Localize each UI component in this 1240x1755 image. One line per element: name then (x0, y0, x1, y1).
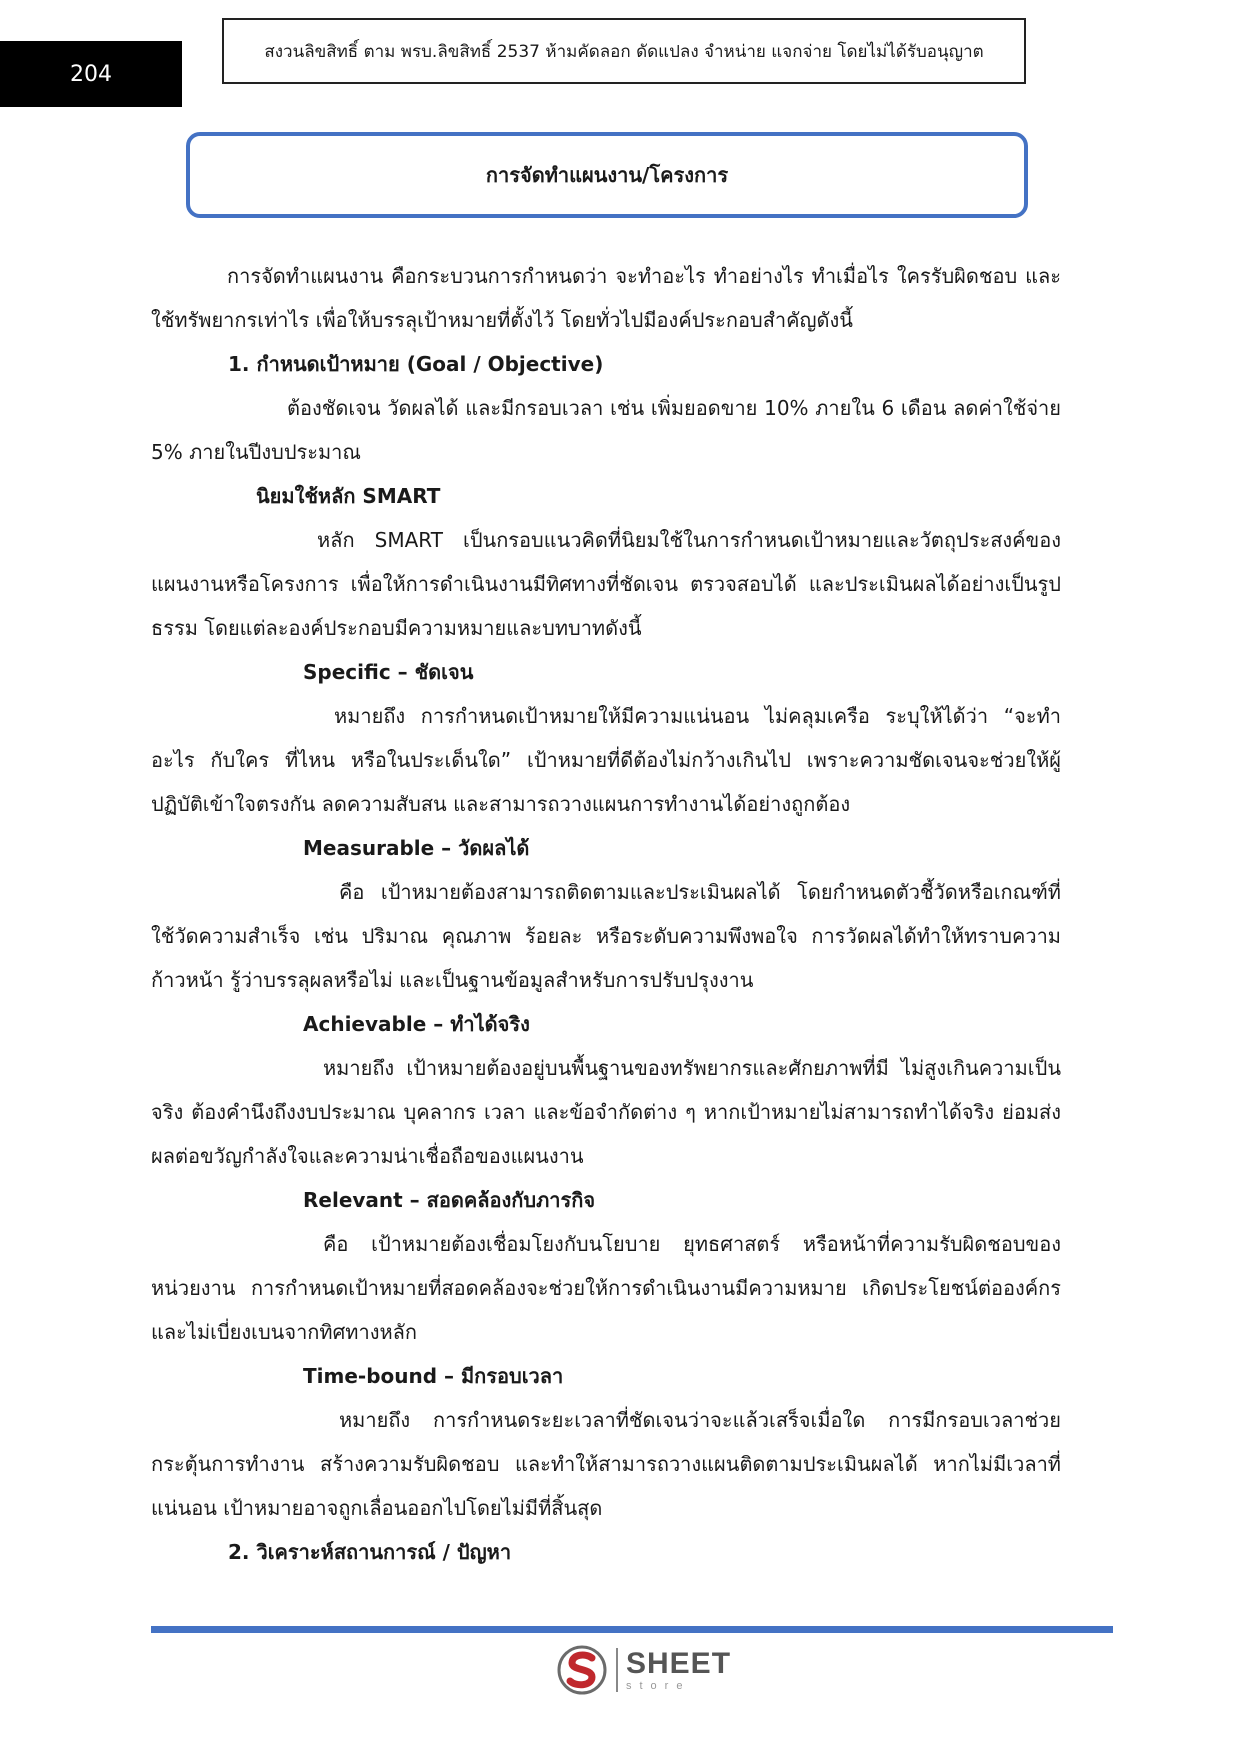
sheet-logo-icon (556, 1644, 608, 1696)
logo-word: SHEET (626, 1646, 732, 1680)
section-2-heading: 2. วิเคราะห์สถานการณ์ / ปัญหา (228, 1540, 512, 1564)
relevant-paragraph: คือ เป้าหมายต้องเชื่อมโยงกับนโยบาย ยุทธศาสตร์ หรือหน้าที่ความรับผิดชอบของหน่วยงาน การกำหนดเป้าหมายที่สอดคล้องจะช่วยให้การดำเนินงานมีความหมาย เกิดประโยชน์ต่อองค์กร และไม่เบี่ยงเบนจากทิศทางหลัก (151, 1232, 1061, 1344)
measurable-heading: Measurable – วัดผลได้ (303, 836, 530, 860)
logo-subword: store (626, 1679, 691, 1692)
page-number-box (0, 41, 182, 107)
section-1-heading: 1. กำหนดเป้าหมาย (Goal / Objective) (228, 352, 604, 376)
page-number: 204 (70, 61, 112, 87)
timebound-heading: Time-bound – มีกรอบเวลา (303, 1364, 564, 1388)
logo-separator (616, 1648, 618, 1692)
copyright-notice: สงวนลิขสิทธิ์ ตาม พรบ.ลิขสิทธิ์ 2537 ห้ามคัดลอก ดัดแปลง จำหน่าย แจกจ่าย โดยไม่ได้รับอนุญาต (222, 18, 1026, 84)
sheet-store-logo (556, 1642, 736, 1698)
timebound-paragraph: หมายถึง การกำหนดระยะเวลาที่ชัดเจนว่าจะแล้วเสร็จเมื่อใด การมีกรอบเวลาช่วยกระตุ้นการทำงาน สร้างความรับผิดชอบ และทำให้สามารถวางแผนติดตามประเมินผลได้ หากไม่มีเวลาที่แน่นอน เป้าหมายอาจถูกเลื่อนออกไปโดยไม่มีที่สิ้นสุด (151, 1408, 1061, 1520)
intro-paragraph: การจัดทำแผนงาน คือกระบวนการกำหนดว่า จะทำอะไร ทำอย่างไร ทำเมื่อไร ใครรับผิดชอบ และใช้ทรัพยากรเท่าไร เพื่อให้บรรลุเป้าหมายที่ตั้งไว้ โดยทั่วไปมีองค์ประกอบสำคัญดังนี้ (151, 264, 1061, 332)
achievable-heading: Achievable – ทำได้จริง (303, 1012, 530, 1036)
specific-paragraph: หมายถึง การกำหนดเป้าหมายให้มีความแน่นอน ไม่คลุมเครือ ระบุให้ได้ว่า “จะทำอะไร กับใคร ที่ไหน หรือในประเด็นใด” เป้าหมายที่ดีต้องไม่กว้างเกินไป เพราะความชัดเจนจะช่วยให้ผู้ปฏิบัติเข้าใจตรงกัน ลดความสับสน และสามารถวางแผนการทำงานได้อย่างถูกต้อง (151, 704, 1061, 816)
relevant-heading: Relevant – สอดคล้องกับภารกิจ (303, 1188, 596, 1212)
logo-text (626, 1646, 732, 1692)
document-body (151, 254, 1061, 1574)
specific-heading: Specific – ชัดเจน (303, 660, 474, 684)
page-title: การจัดทำแผนงาน/โครงการ (186, 132, 1028, 218)
measurable-paragraph: คือ เป้าหมายต้องสามารถติดตามและประเมินผลได้ โดยกำหนดตัวชี้วัดหรือเกณฑ์ที่ใช้วัดความสำเร็จ เช่น ปริมาณ คุณภาพ ร้อยละ หรือระดับความพึงพอใจ การวัดผลได้ทำให้ทราบความก้าวหน้า รู้ว่าบรรลุผลหรือไม่ และเป็นฐานข้อมูลสำหรับการปรับปรุงงาน (151, 880, 1061, 992)
achievable-paragraph: หมายถึง เป้าหมายต้องอยู่บนพื้นฐานของทรัพยากรและศักยภาพที่มี ไม่สูงเกินความเป็นจริง ต้องคำนึงถึงงบประมาณ บุคลากร เวลา และข้อจำกัดต่าง ๆ หากเป้าหมายไม่สามารถทำได้จริง ย่อมส่งผลต่อขวัญกำลังใจและความน่าเชื่อถือของแผนงาน (151, 1056, 1061, 1168)
smart-paragraph: หลัก SMART เป็นกรอบแนวคิดที่นิยมใช้ในการกำหนดเป้าหมายและวัตถุประสงค์ของแผนงานหรือโครงการ เพื่อให้การดำเนินงานมีทิศทางที่ชัดเจน ตรวจสอบได้ และประเมินผลได้อย่างเป็นรูปธรรม โดยแต่ละองค์ประกอบมีความหมายและบทบาทดังนี้ (151, 528, 1061, 640)
smart-heading: นิยมใช้หลัก SMART (256, 484, 441, 508)
section-1-paragraph: ต้องชัดเจน วัดผลได้ และมีกรอบเวลา เช่น เพิ่มยอดขาย 10% ภายใน 6 เดือน ลดค่าใช้จ่าย 5% ภายในปีงบประมาณ (151, 396, 1061, 464)
footer-divider (151, 1626, 1113, 1633)
